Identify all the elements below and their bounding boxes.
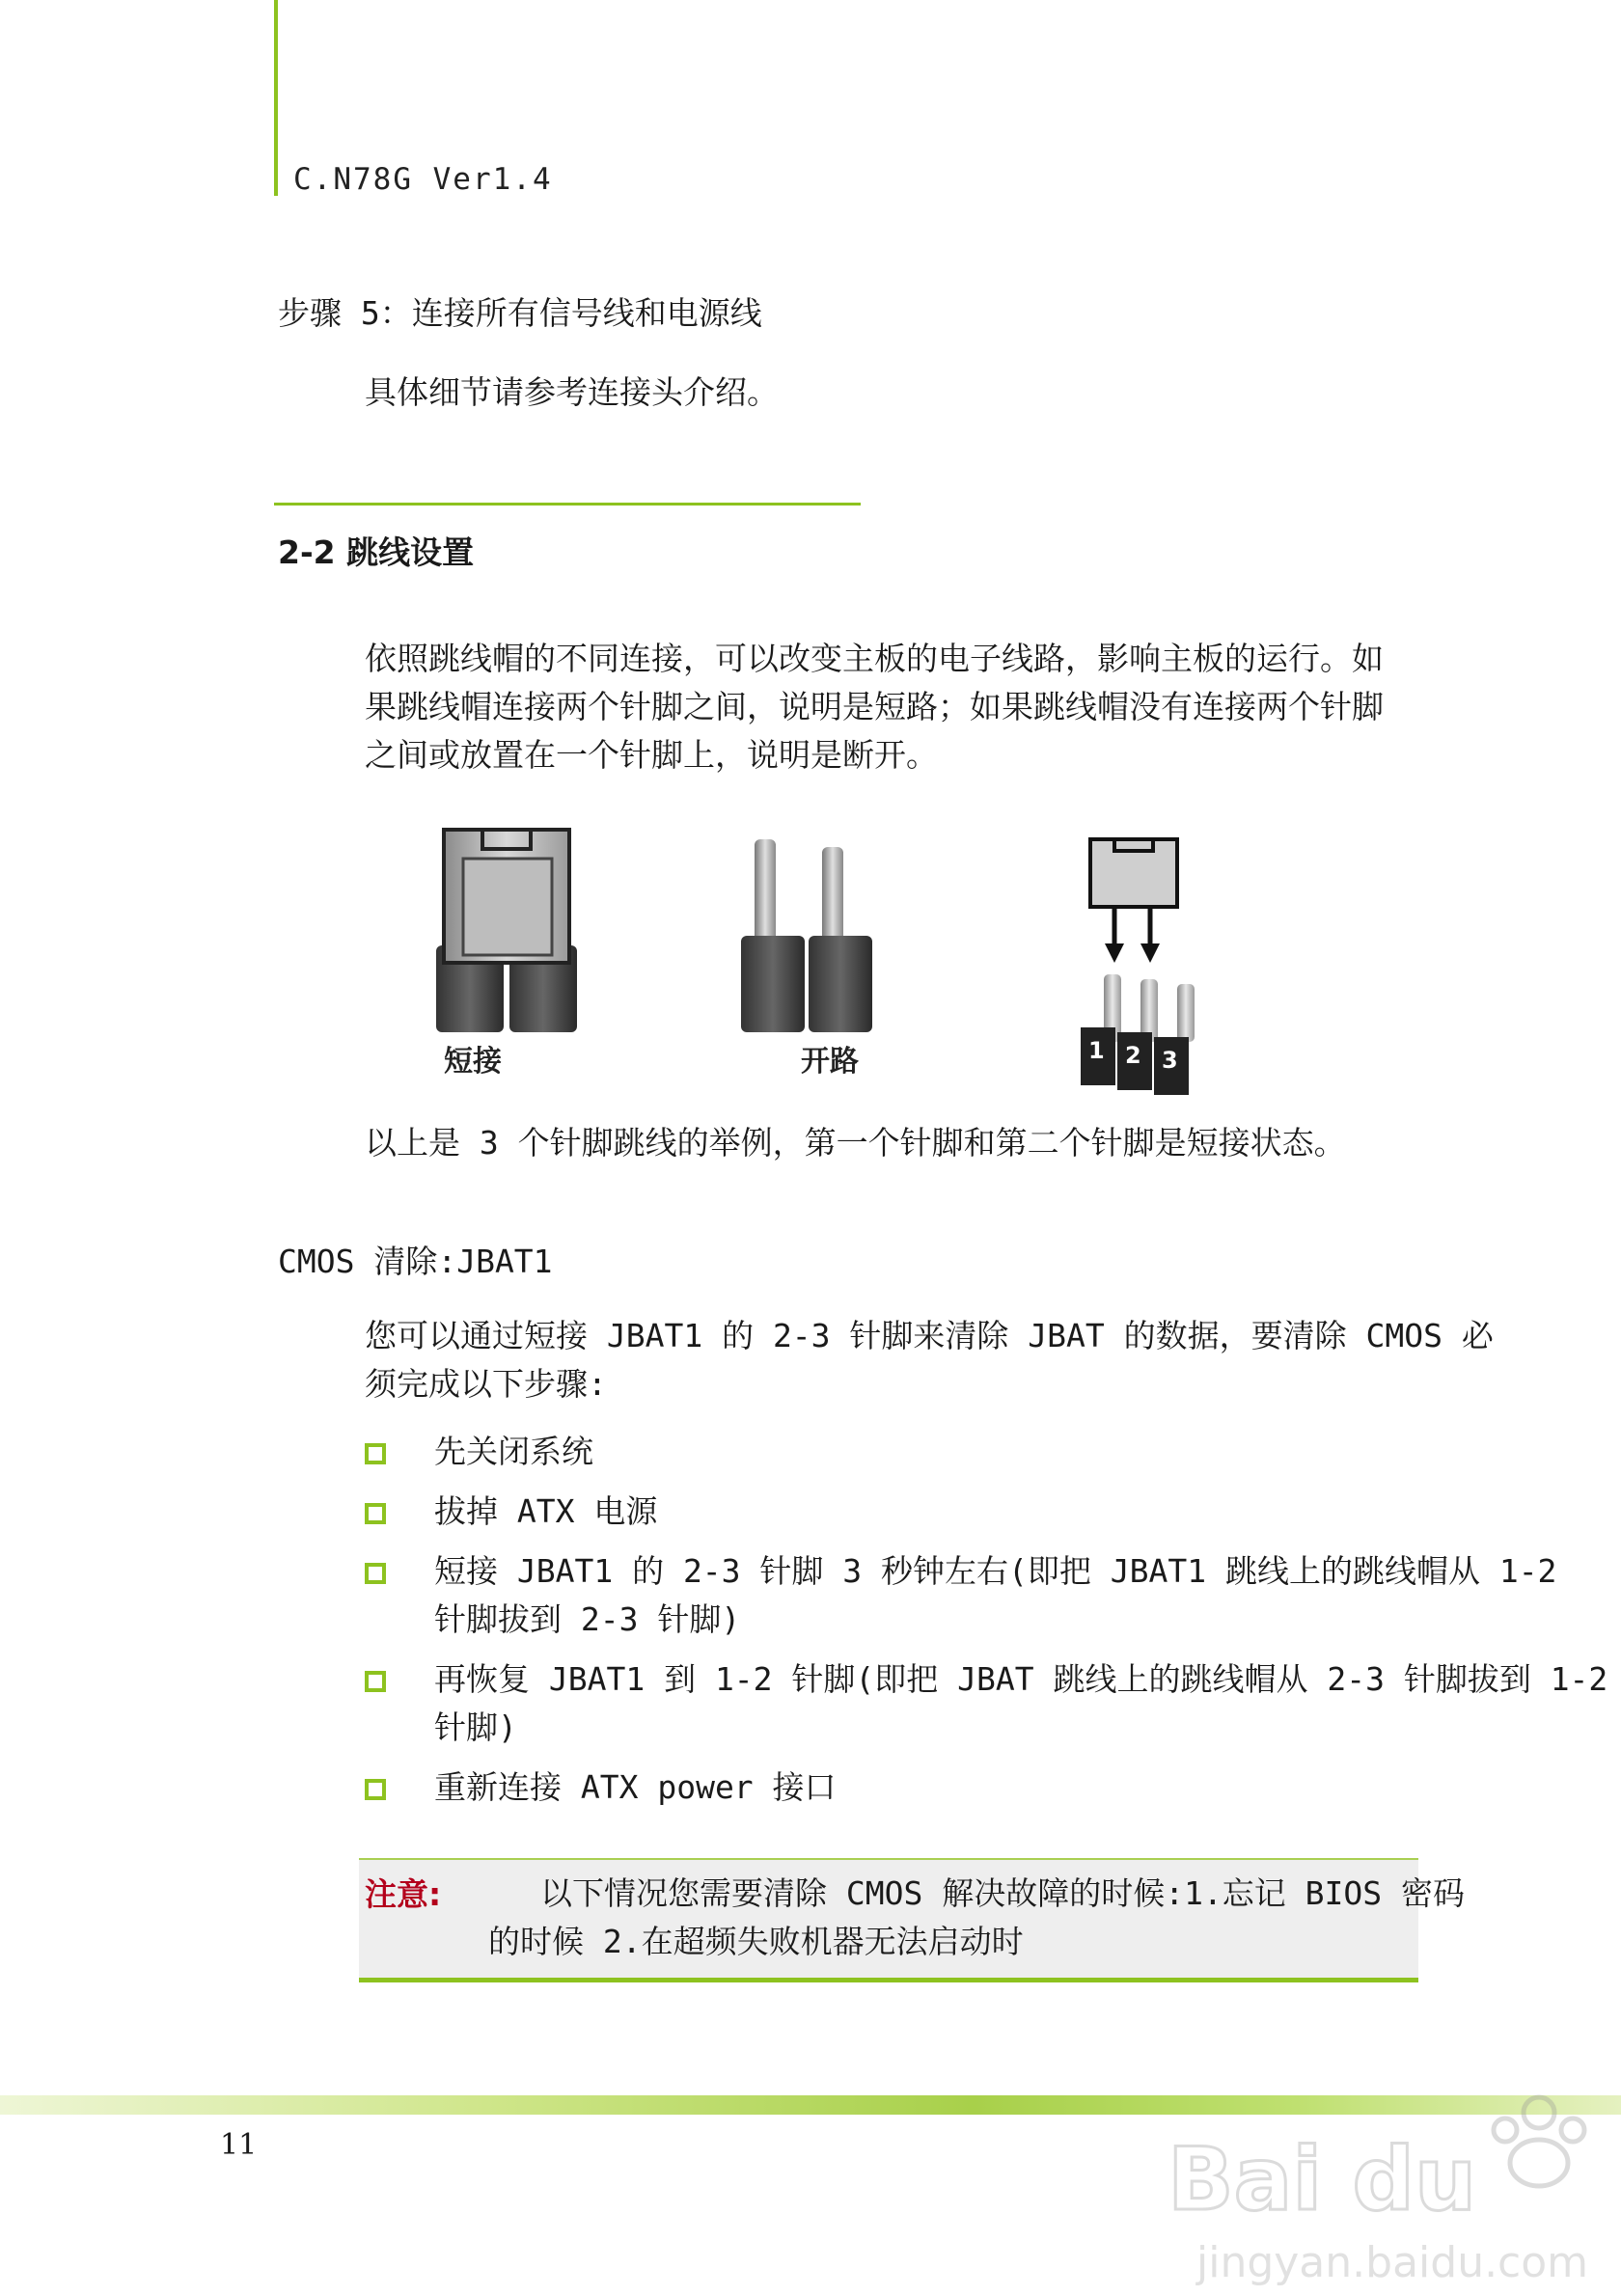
open-label: 开路 [801, 1045, 859, 1079]
checkbox-bullet-icon [365, 1779, 386, 1800]
checkbox-bullet-icon [365, 1443, 386, 1464]
checkbox-bullet-icon [365, 1563, 386, 1584]
pin-number-1: 1 [1088, 1037, 1105, 1064]
step5-title: 步骤 5：连接所有信号线和电源线 [278, 294, 762, 332]
checkbox-bullet-icon [365, 1671, 386, 1692]
section-paragraph-line: 依照跳线帽的不同连接，可以改变主板的电子线路，影响主板的运行。如 [365, 640, 1384, 677]
note-text-line: 以下情况您需要清除 CMOS 解决故障的时候:1.忘记 BIOS 密码 [540, 1874, 1466, 1912]
jumper-example-text: 以上是 3 个针脚跳线的举例，第一个针脚和第二个针脚是短接状态。 [365, 1124, 1346, 1162]
step5-description: 具体细节请参考连接头介绍。 [365, 373, 779, 411]
cmos-intro-line: 您可以通过短接 JBAT1 的 2-3 针脚来清除 JBAT 的数据，要清除 CMOS 必 [365, 1317, 1494, 1354]
svg-text:Bai du: Bai du [1168, 2129, 1477, 2230]
list-item: 短接 JBAT1 的 2-3 针脚 3 秒钟左右(即把 JBAT1 跳线上的跳线帽从 1-2 [365, 1547, 423, 1596]
note-text-line: 的时候 2.在超频失败机器无法启动时 [488, 1923, 1024, 1960]
section-paragraph-line: 之间或放置在一个针脚上，说明是断开。 [365, 736, 938, 774]
svg-text:jingyan.baidu.com: jingyan.baidu.com [1196, 2238, 1589, 2287]
list-item: 拔掉 ATX 电源 [365, 1488, 423, 1536]
short-label: 短接 [444, 1045, 502, 1079]
list-item: 重新连接 ATX power 接口 [365, 1763, 423, 1812]
pin-number-3: 3 [1162, 1047, 1178, 1074]
open-jumper-illustration [733, 830, 888, 1042]
section-divider [274, 503, 861, 506]
three-pin-jumper-illustration [1061, 830, 1235, 1100]
section-title: 2-2 跳线设置 [278, 533, 475, 571]
baidu-jingyan-watermark-logo [1158, 2074, 1611, 2296]
header-accent-bar [274, 0, 278, 196]
cmos-intro-line: 须完成以下步骤: [365, 1365, 607, 1403]
checkbox-bullet-icon [365, 1503, 386, 1524]
short-jumper-illustration [425, 820, 598, 1042]
list-item: 再恢复 JBAT1 到 1-2 针脚(即把 JBAT 跳线上的跳线帽从 2-3 针脚拔到 1-2 [365, 1655, 423, 1704]
list-item: 先关闭系统 [365, 1428, 423, 1476]
section-paragraph-line: 果跳线帽连接两个针脚之间，说明是短路；如果跳线帽没有连接两个针脚 [365, 688, 1384, 725]
model-version: C.N78G Ver1.4 [293, 162, 553, 197]
cmos-title: CMOS 清除:JBAT1 [278, 1243, 553, 1280]
page-number: 11 [220, 2128, 258, 2162]
jumper-figure [405, 791, 1235, 1100]
note-bottom-border [359, 1978, 1418, 1982]
note-label: 注意: [365, 1875, 442, 1913]
pin-number-2: 2 [1125, 1042, 1141, 1069]
